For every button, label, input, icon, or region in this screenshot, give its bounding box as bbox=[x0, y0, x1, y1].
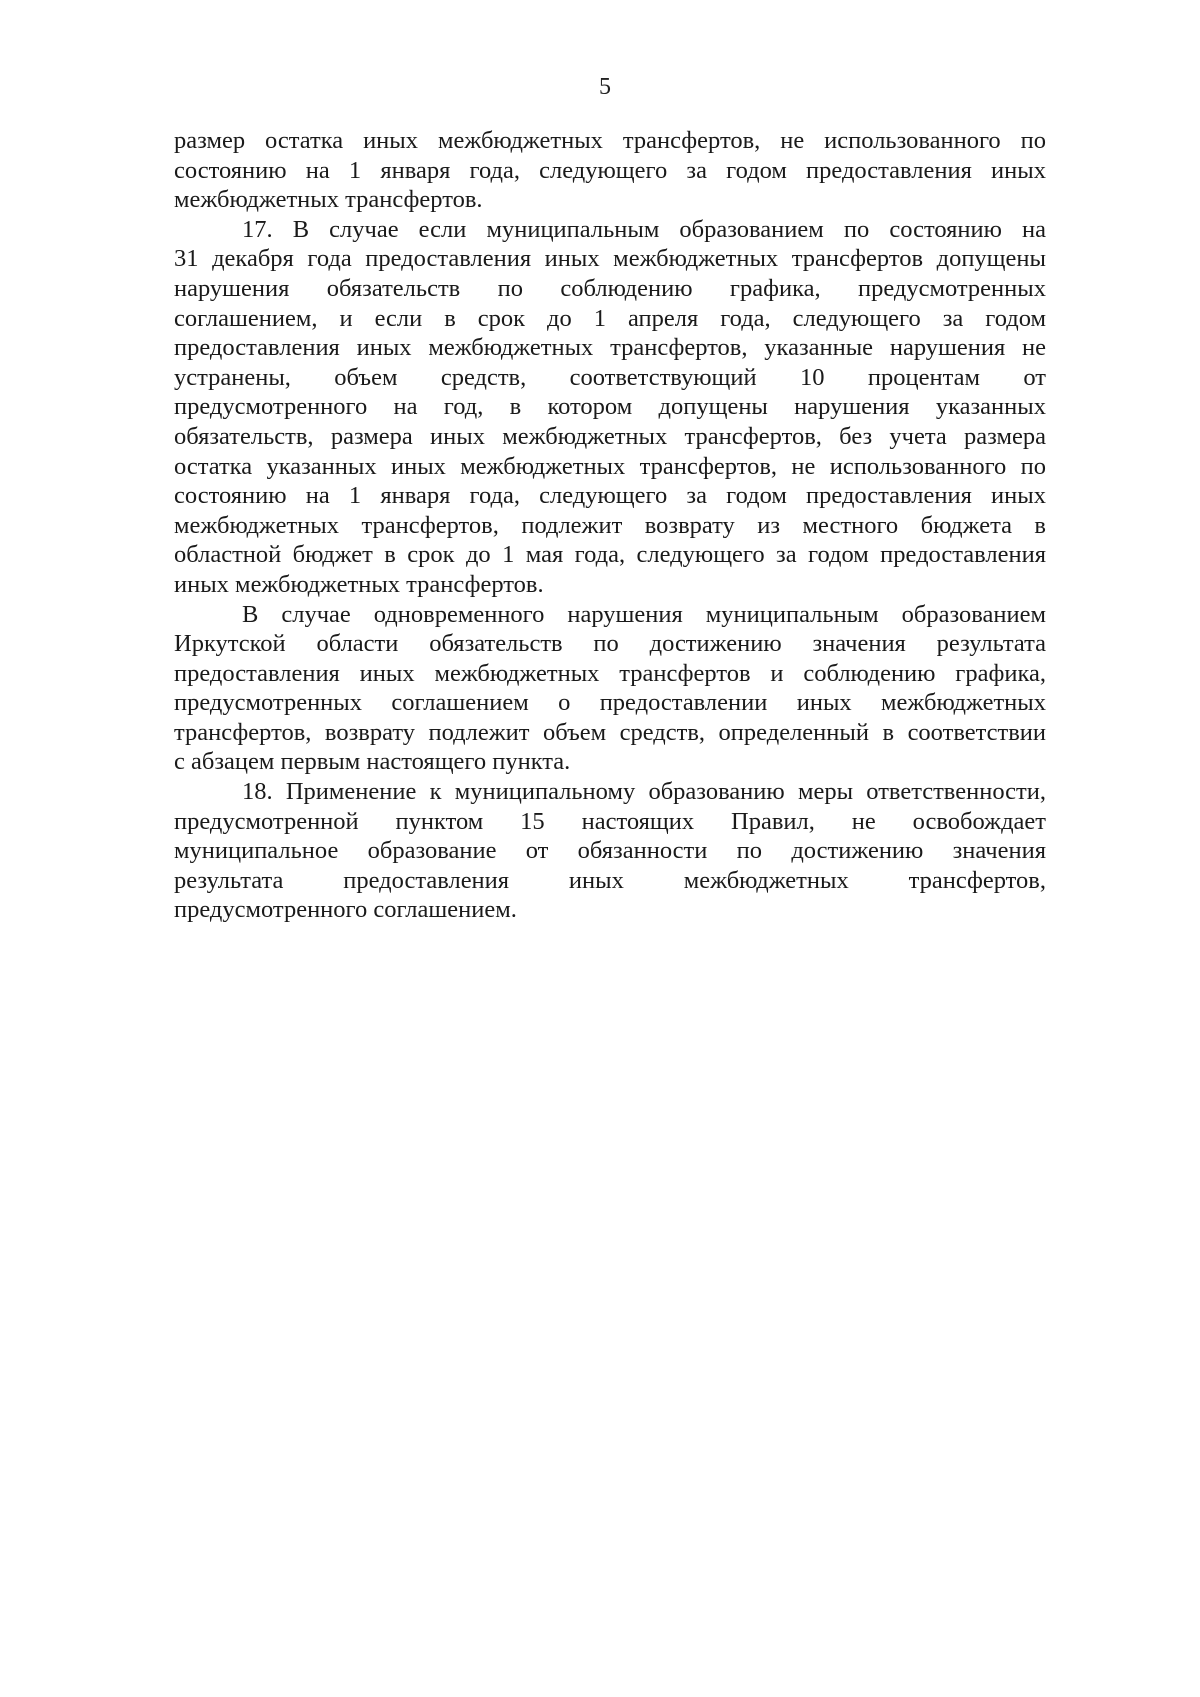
text-line: 17. В случае если муниципальным образованием по состоянию на bbox=[242, 215, 1046, 243]
text-line: обязательств, размера иных межбюджетных трансфертов, без учета размера bbox=[174, 422, 1046, 450]
text-line: с абзацем первым настоящего пункта. bbox=[174, 748, 571, 776]
paragraph bbox=[174, 126, 1046, 215]
text-line: состоянию на 1 января года, следующего за годом предоставления иных bbox=[174, 482, 1046, 510]
paragraph bbox=[174, 600, 1046, 778]
document-body bbox=[174, 126, 1046, 925]
text-line: нарушения обязательств по соблюдению графика, предусмотренных bbox=[174, 274, 1046, 302]
text-line: предусмотренного на год, в котором допущены нарушения указанных bbox=[174, 393, 1046, 421]
text-line: Иркутской области обязательств по достижению значения результата bbox=[174, 630, 1046, 658]
text-line: предоставления иных межбюджетных трансфертов, указанные нарушения не bbox=[174, 334, 1046, 362]
text-line: трансфертов, возврату подлежит объем средств, определенный в соответствии bbox=[174, 718, 1046, 746]
paragraph bbox=[174, 215, 1046, 600]
text-line: В случае одновременного нарушения муниципальным образованием bbox=[242, 600, 1046, 628]
text-line: остатка указанных иных межбюджетных трансфертов, не использованного по bbox=[174, 452, 1046, 480]
text-line: состоянию на 1 января года, следующего за годом предоставления иных bbox=[174, 156, 1046, 184]
text-line: 31 декабря года предоставления иных межбюджетных трансфертов допущены bbox=[174, 245, 1046, 273]
text-line: предусмотренного соглашением. bbox=[174, 896, 517, 924]
text-line: соглашением, и если в срок до 1 апреля года, следующего за годом bbox=[174, 304, 1046, 332]
text-line: устранены, объем средств, соответствующий 10 процентам от bbox=[174, 363, 1046, 391]
text-line: межбюджетных трансфертов. bbox=[174, 186, 483, 214]
text-line: результата предоставления иных межбюджетных трансфертов, bbox=[174, 866, 1046, 894]
text-line: 18. Применение к муниципальному образованию меры ответственности, bbox=[242, 778, 1046, 806]
text-line: предусмотренной пунктом 15 настоящих Правил, не освобождает bbox=[174, 807, 1046, 835]
text-line: межбюджетных трансфертов, подлежит возврату из местного бюджета в bbox=[174, 511, 1046, 539]
paragraph bbox=[174, 777, 1046, 925]
text-line: предусмотренных соглашением о предоставлении иных межбюджетных bbox=[174, 689, 1046, 717]
text-line: размер остатка иных межбюджетных трансфертов, не использованного по bbox=[174, 127, 1046, 154]
text-line: областной бюджет в срок до 1 мая года, следующего за годом предоставления bbox=[174, 541, 1046, 569]
text-line: муниципальное образование от обязанности по достижению значения bbox=[174, 837, 1046, 865]
page-number: 5 bbox=[599, 74, 611, 100]
text-line: предоставления иных межбюджетных трансфертов и соблюдению графика, bbox=[174, 659, 1046, 687]
text-line: иных межбюджетных трансфертов. bbox=[174, 570, 544, 598]
